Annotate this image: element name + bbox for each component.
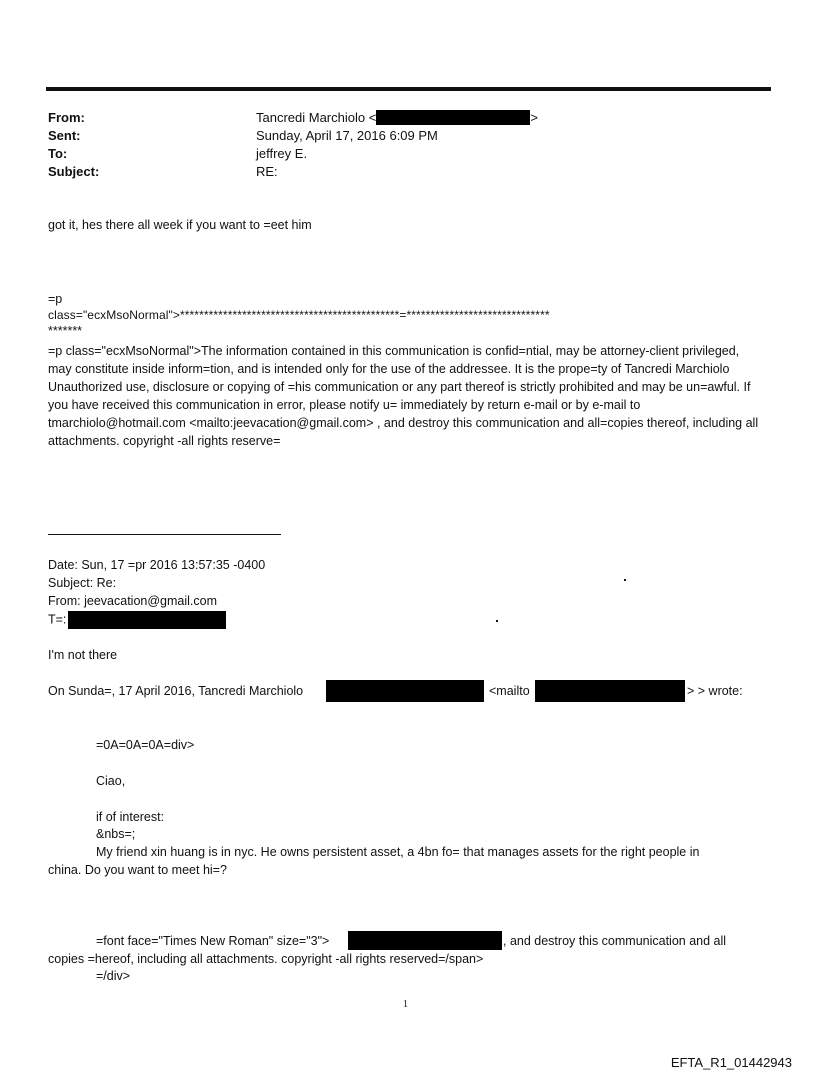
from-label: From: bbox=[48, 110, 85, 125]
to-value: jeffrey E. bbox=[256, 146, 308, 161]
stray-dot bbox=[496, 620, 498, 622]
on-sunday-prefix: On Sunda=, 17 April 2016, Tancredi Marchiolo bbox=[48, 684, 304, 698]
header-rule bbox=[46, 87, 771, 91]
nbsp-line: &nbs=; bbox=[96, 827, 136, 841]
divider-line bbox=[48, 534, 281, 535]
copies-line: copies =hereof, including all attachments. copyright -all rights reserved=/span> bbox=[48, 952, 484, 966]
from-row bbox=[48, 109, 748, 127]
ciao-line: Ciao, bbox=[96, 774, 126, 788]
sent-label: Sent: bbox=[48, 128, 81, 143]
quoted-from: From: jeevacation@gmail.com bbox=[48, 594, 217, 608]
redaction-block bbox=[376, 110, 530, 125]
subject-label: Subject: bbox=[48, 164, 100, 179]
friend-line-2: china. Do you want to meet hi=? bbox=[48, 863, 227, 877]
quoted-date: Date: Sun, 17 =pr 2016 13:57:35 -0400 bbox=[48, 558, 266, 572]
subject-value: RE: bbox=[256, 164, 278, 179]
stars-line: ******* bbox=[48, 324, 83, 338]
from-name: Tancredi Marchiolo < bbox=[256, 110, 377, 125]
mailto-text: <mailto bbox=[489, 684, 530, 698]
disclaimer-paragraph: =p class="ecxMsoNormal">The information contained in this communication is confid=ntial, may be attorney-client privileged, may constitute inside inform=tion, and is intended only for the use of the addressee. It is the prope=ty of Tancredi Marchiolo Unauthorized use, disclosure or copying of =his communication or any part thereof is strictly prohibited and may be un=awful. If you have received this communication in error, please notify u= immediately by return e-mail or by e-mail to tmarchiolo@hotmail.com <mailto:jeevacation@gmail.com> , and destroy this communication and all=copies thereof, including all attachments. copyright -all rights reserve= bbox=[48, 344, 759, 448]
to-label: To: bbox=[48, 146, 68, 161]
stray-dot bbox=[624, 579, 626, 581]
font-line-prefix: =font face="Times New Roman" size="3"> bbox=[96, 934, 330, 948]
bates-number: EFTA_R1_01442943 bbox=[670, 1055, 792, 1070]
wrote-text: > > wrote: bbox=[687, 684, 743, 698]
reply-text: got it, hes there all week if you want to =eet him bbox=[48, 218, 312, 232]
div-line: =0A=0A=0A=div> bbox=[96, 738, 195, 752]
redaction-block bbox=[326, 680, 484, 702]
redaction-block bbox=[535, 680, 685, 702]
class-line: class="ecxMsoNormal">**********************************************=****************************** bbox=[48, 308, 550, 322]
friend-line-1: My friend xin huang is in nyc. He owns persistent asset, a 4bn fo= that manages assets for the right people in bbox=[96, 845, 700, 859]
not-there-line: I'm not there bbox=[48, 648, 118, 662]
quoted-to bbox=[48, 611, 226, 629]
subject-row bbox=[48, 163, 748, 181]
interest-line: if of interest: bbox=[96, 810, 165, 824]
font-line-suffix: , and destroy this communication and all bbox=[503, 934, 727, 948]
quoted-to-label: T=: bbox=[48, 612, 67, 627]
from-close: > bbox=[530, 110, 538, 125]
sent-row bbox=[48, 127, 748, 145]
page-number: 1 bbox=[403, 999, 408, 1010]
quoted-subject: Subject: Re: bbox=[48, 576, 117, 590]
div-close-line: =/div> bbox=[96, 969, 131, 983]
email-header bbox=[48, 109, 748, 181]
redaction-block bbox=[348, 931, 502, 950]
redaction-block bbox=[68, 611, 226, 629]
sent-value: Sunday, April 17, 2016 6:09 PM bbox=[256, 128, 438, 143]
from-value bbox=[256, 109, 748, 127]
p-tag-line: =p bbox=[48, 292, 63, 306]
to-row bbox=[48, 145, 748, 163]
